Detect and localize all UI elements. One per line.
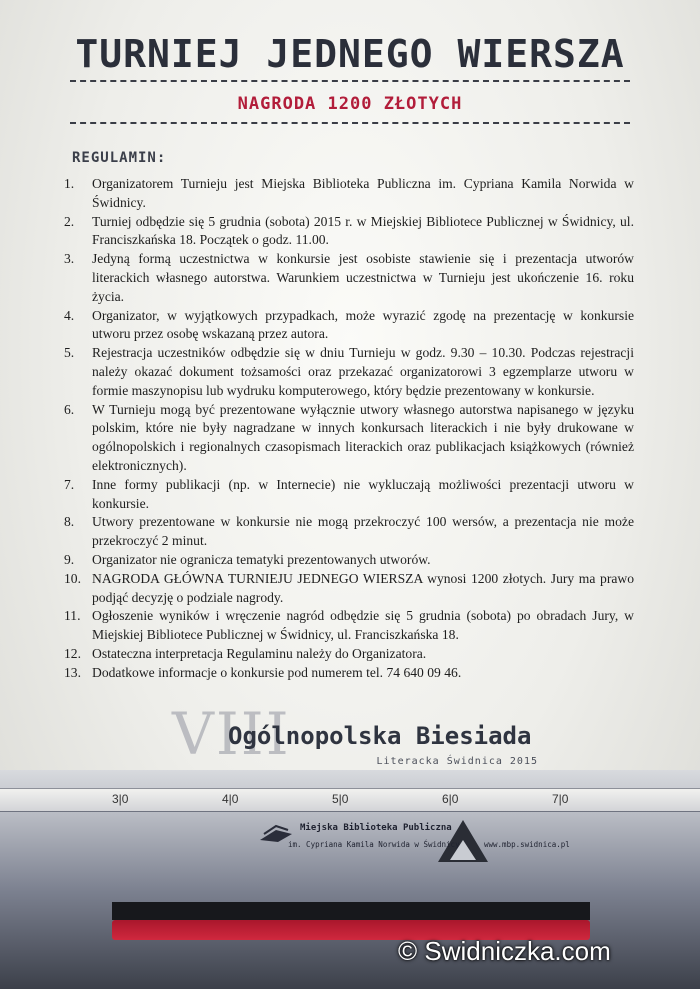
scale-mark: 4|0 xyxy=(222,792,239,806)
event-name: Ogólnopolska Biesiada xyxy=(228,722,532,750)
rule-item xyxy=(64,307,634,345)
rule-text: Ostateczna interpretacja Regulaminu należy do Organizatora. xyxy=(92,645,427,661)
rule-number: 8. xyxy=(64,514,75,530)
site-watermark: © Swidniczka.com xyxy=(398,936,611,966)
rule-item xyxy=(64,645,634,664)
library-url: www.mbp.swidnica.pl xyxy=(484,840,570,849)
scale-mark: 6|0 xyxy=(442,792,459,806)
rule-text: NAGRODA GŁÓWNA TURNIEJU JEDNEGO WIERSZA wynosi 1200 złotych. Jury ma prawo podjąć decyzję o podziale nagrody. xyxy=(92,570,634,605)
library-name: Miejska Biblioteka Publiczna xyxy=(300,823,452,833)
event-subtitle: Literacka Świdnica 2015 xyxy=(376,756,538,767)
rule-text: Rejestracja uczestników odbędzie się w dniu Turnieju w godz. 9.30 – 10.30. Podczas rejestracji należy okazać dokument tożsamości oraz przekazać organizatorowi 3 egzemplarze utworu w formie maszynopisu lub wydruku komputerowego, który będzie prezentowany w konkursie. xyxy=(92,345,634,398)
library-subtitle: im. Cypriana Kamila Norwida w Świdnicy xyxy=(288,840,460,849)
rule-number: 6. xyxy=(64,401,75,417)
rule-item xyxy=(64,570,634,608)
prize-subtitle: NAGRODA 1200 ZŁOTYCH xyxy=(237,94,463,114)
typewriter-scale xyxy=(0,788,700,812)
rule-text: Organizator nie ogranicza tematyki prezentowanych utworów. xyxy=(92,551,431,567)
rule-item xyxy=(64,401,634,476)
rule-number: 2. xyxy=(64,213,75,229)
rule-item xyxy=(64,551,634,570)
rule-number: 13. xyxy=(64,664,81,680)
ribbon-black-band xyxy=(112,902,590,920)
rule-number: 5. xyxy=(64,345,75,361)
scale-mark: 7|0 xyxy=(552,792,569,806)
rule-text: Inne formy publikacji (np. w Internecie) nie wykluczają możliwości prezentacji utworu w konkursie. xyxy=(92,476,634,511)
rule-number: 3. xyxy=(64,251,75,267)
rules-list xyxy=(64,175,634,683)
rule-item xyxy=(64,607,634,645)
edition-roman-numeral: VIII xyxy=(172,700,291,768)
rule-text: Utwory prezentowane w konkursie nie mogą przekroczyć 100 wersów, a prezentacja nie może przekroczyć 2 minut. xyxy=(92,514,634,549)
scale-mark: 5|0 xyxy=(332,792,349,806)
scale-mark: 3|0 xyxy=(112,792,129,806)
rule-number: 11. xyxy=(64,608,81,624)
regulamin-heading: REGULAMIN: xyxy=(72,150,167,166)
rule-item xyxy=(64,175,634,213)
rule-text: Organizator, w wyjątkowych przypadkach, może wyrazić zgodę na prezentację w konkursie utworu przez osobę wskazaną przez autora. xyxy=(92,307,634,342)
rule-text: W Turnieju mogą być prezentowane wyłącznie utwory własnego autorstwa napisanego w języku polskim, które nie były nagradzane w innych konkursach literackich i nie były drukowane w ogólnopolskich i regionalnych czasopismach literackich oraz publikacjach książkowych (również elektronicznych). xyxy=(92,401,634,473)
rule-number: 4. xyxy=(64,307,75,323)
rule-item xyxy=(64,513,634,551)
rule-number: 12. xyxy=(64,645,81,661)
rule-number: 1. xyxy=(64,176,75,191)
rule-number: 7. xyxy=(64,476,75,492)
subtitle-divider xyxy=(70,122,630,124)
rule-item xyxy=(64,664,634,683)
rule-number: 10. xyxy=(64,570,81,586)
rule-text: Organizatorem Turnieju jest Miejska Biblioteka Publiczna im. Cypriana Kamila Norwida w Świdnicy. xyxy=(92,176,634,210)
rule-number: 9. xyxy=(64,551,75,567)
poster-title: TURNIEJ JEDNEGO WIERSZA xyxy=(75,32,625,76)
rule-text: Dodatkowe informacje o konkursie pod numerem tel. 74 640 09 46. xyxy=(92,664,462,680)
title-divider xyxy=(70,80,630,82)
rule-item xyxy=(64,476,634,514)
rule-item xyxy=(64,344,634,400)
rule-text: Turniej odbędzie się 5 grudnia (sobota) 2015 r. w Miejskiej Bibliotece Publicznej w Świdnicy, ul. Franciszkańska 18. Początek o godz. 11.00. xyxy=(92,213,634,248)
rule-item xyxy=(64,250,634,306)
rule-text: Jedyną formą uczestnictwa w konkursie jest osobiste stawienie się i prezentacja utworów literackich własnego autorstwa. Warunkiem uczestnictwa w Turnieju jest ukończenie 16. roku życia. xyxy=(92,251,634,304)
rule-text: Ogłoszenie wyników i wręczenie nagród odbędzie się 5 grudnia (sobota) po obradach Jury, w Miejskiej Bibliotece Publicznej w Świdnicy, ul. Franciszkańska 18. xyxy=(92,608,634,643)
rule-item xyxy=(64,213,634,251)
